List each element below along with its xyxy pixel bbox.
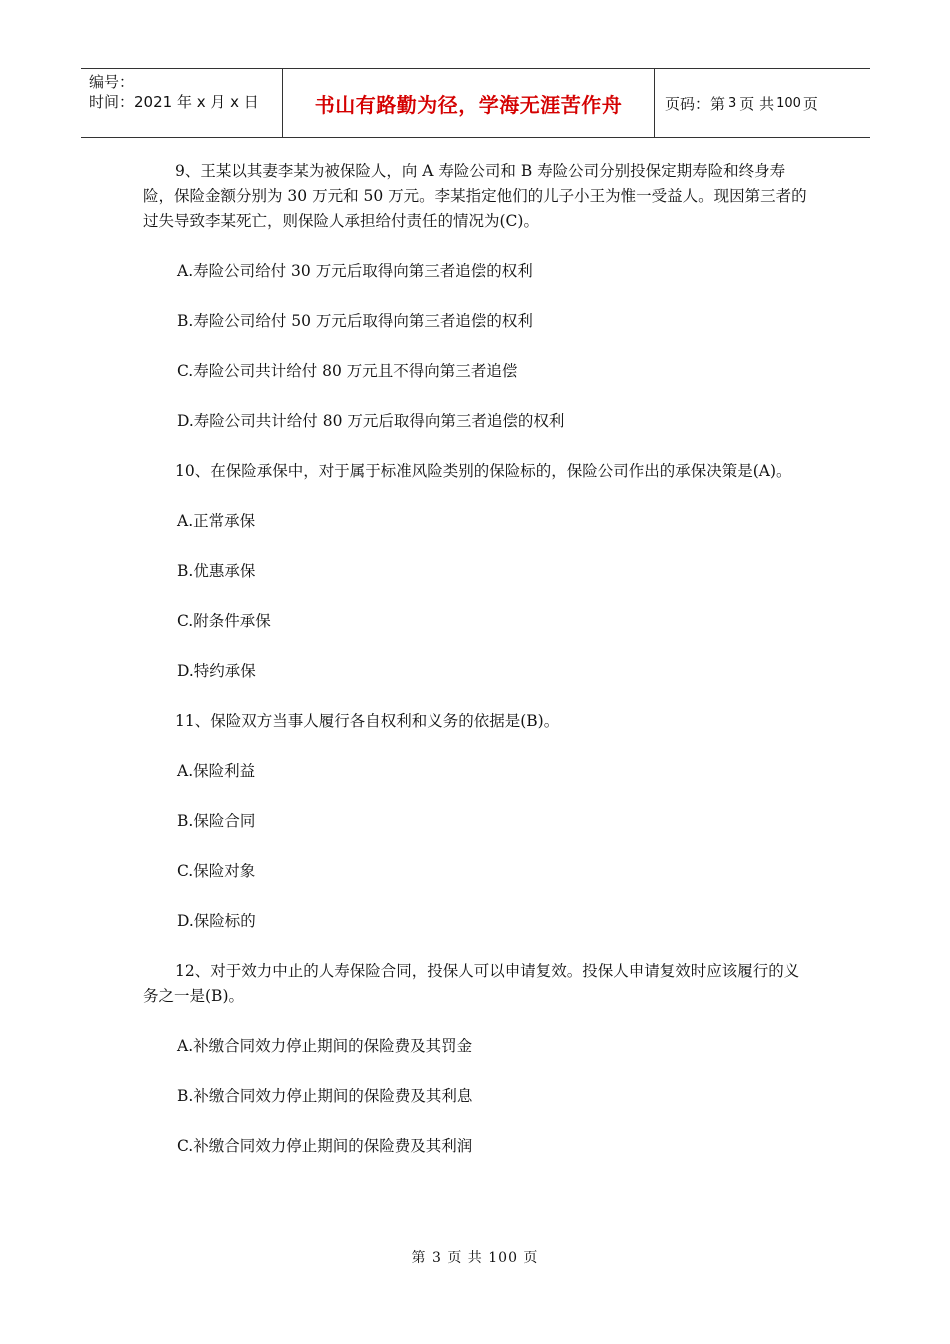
header-meta	[81, 69, 282, 137]
option-item: C.寿险公司共计给付 80 万元且不得向第三者追偿	[177, 362, 518, 380]
option-item: A.寿险公司给付 30 万元后取得向第三者追偿的权利	[177, 262, 533, 280]
question-text: 12、对于效力中止的人寿保险合同，投保人可以申请复效。投保人申请复效时应该履行的义务之一是(B)。	[143, 962, 800, 1005]
option-item: B.寿险公司给付 50 万元后取得向第三者追偿的权利	[177, 312, 533, 330]
option-item: C.保险对象	[177, 862, 256, 880]
header-page-info	[655, 69, 870, 137]
number-label: 编号：	[89, 73, 135, 91]
page-total: 100	[776, 95, 801, 111]
page-mid: 页 共	[739, 94, 775, 113]
page-suffix: 页	[802, 94, 818, 113]
option-item: A.补缴合同效力停止期间的保险费及其罚金	[177, 1037, 473, 1055]
option-item: B.优惠承保	[177, 562, 256, 580]
option-item: D.保险标的	[177, 912, 256, 930]
option-item: A.保险利益	[177, 762, 256, 780]
date-label: 时间：2021 年 x 月 x 日	[89, 93, 259, 111]
option-item: B.补缴合同效力停止期间的保险费及其利息	[177, 1087, 473, 1105]
document-body	[143, 150, 808, 1159]
option-item: A.正常承保	[177, 512, 256, 530]
option-item: C.附条件承保	[177, 612, 271, 630]
page-header	[81, 68, 870, 138]
question-text: 10、在保险承保中，对于属于标准风险类别的保险标的，保险公司作出的承保决策是(A)。	[175, 462, 792, 480]
page-footer: 第 3 页 共 100 页	[411, 1250, 539, 1266]
page-prefix: 页码：第	[665, 94, 726, 113]
option-item: D.特约承保	[177, 662, 256, 680]
question-text: 9、王某以其妻李某为被保险人，向 A 寿险公司和 B 寿险公司分别投保定期寿险和终身寿险，保险金额分别为 30 万元和 50 万元。李某指定他们的儿子小王为惟一受益人。现因第三者的过失导致李某死亡，则保险人承担给付责任的情况为(C)。	[143, 162, 807, 230]
header-motto: 书山有路勤为径，学海无涯苦作舟	[282, 69, 655, 137]
option-item: D.寿险公司共计给付 80 万元后取得向第三者追偿的权利	[177, 412, 565, 430]
option-item: B.保险合同	[177, 812, 256, 830]
question-text: 11、保险双方当事人履行各自权利和义务的依据是(B)。	[175, 712, 560, 730]
option-item: C.补缴合同效力停止期间的保险费及其利润	[177, 1137, 473, 1155]
page-number: 3	[728, 95, 737, 111]
